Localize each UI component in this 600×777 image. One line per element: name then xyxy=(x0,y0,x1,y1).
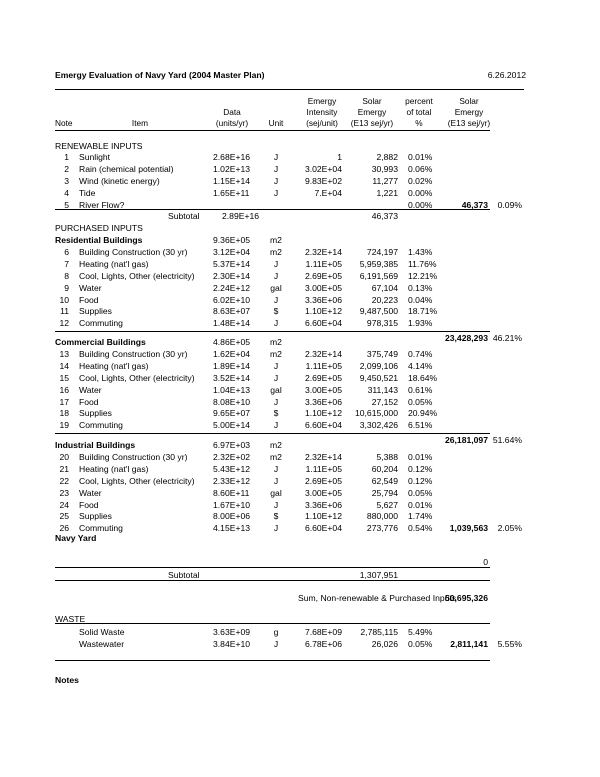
commercial-row-pct: 0.74% xyxy=(408,348,433,359)
renewable-row-item: Tide xyxy=(79,187,96,198)
industrial-row-pct: 1.74% xyxy=(408,511,433,522)
notes-label: Notes xyxy=(55,675,79,685)
commercial-row-item: Cool, Lights, Other (electricity) xyxy=(79,372,195,383)
residential-row-pct: 0.04% xyxy=(408,294,433,305)
commercial-row-item: Water xyxy=(79,384,102,395)
waste-row-unit: g xyxy=(273,627,279,637)
waste-row-solar: 26,026 xyxy=(371,638,398,649)
residential-row-pct: 12.21% xyxy=(408,270,438,281)
residential-row-data: 8.63E+07 xyxy=(213,306,251,317)
industrial-row-note: 20 xyxy=(59,451,69,462)
residential-row-intensity: 1.10E+12 xyxy=(304,306,342,317)
purchased-subtotal-label: Subtotal xyxy=(168,570,200,580)
residential-row-unit: J xyxy=(273,294,279,305)
industrial-row-item: Water xyxy=(79,487,102,498)
commercial-row-intensity: 2.69E+05 xyxy=(304,372,342,383)
renewable-row-pct: 0.00% xyxy=(408,199,433,210)
industrial-row-item: Supplies xyxy=(79,511,112,522)
industrial-row-pct: 0.01% xyxy=(408,499,433,510)
commercial-row-unit: gal xyxy=(270,384,282,395)
waste-row-total: 2,811,141 xyxy=(450,638,488,649)
commercial-row-item: Supplies xyxy=(79,408,112,419)
sum-value: 50,695,326 xyxy=(444,593,488,603)
industrial-row-pct: 0.05% xyxy=(408,487,433,498)
residential-row-solar: 978,315 xyxy=(366,318,398,329)
industrial-row-item: Food xyxy=(79,499,99,510)
renewable-row-pct: 0.00% xyxy=(408,187,433,198)
header-solar2: (E13 sej/yr) xyxy=(447,118,491,128)
residential-row-pct: 1.43% xyxy=(408,246,433,257)
industrial-row-data: 2.33E+12 xyxy=(213,475,251,486)
industrial-row-data: 5.43E+12 xyxy=(213,463,251,474)
industrial-row-note: 24 xyxy=(59,499,69,510)
residential-row-pct: 0.13% xyxy=(408,282,433,293)
residential-row-data: 6.02E+10 xyxy=(213,294,251,305)
commercial-row-pct: 18.64% xyxy=(408,372,438,383)
residential-heading: Residential Buildings xyxy=(55,235,143,245)
commercial-row-intensity: 6.60E+04 xyxy=(304,420,342,431)
renewable-row-pct: 0.06% xyxy=(408,163,433,174)
commercial-row-note: 16 xyxy=(59,384,69,395)
industrial-row-data: 2.32E+02 xyxy=(213,451,251,462)
industrial-row-solar: 273,776 xyxy=(366,523,398,534)
residential-total-pct: 46.21% xyxy=(492,333,522,344)
industrial-row-unit: J xyxy=(273,475,279,486)
waste-heading: WASTE xyxy=(55,614,86,624)
residential-row-intensity: 2.69E+05 xyxy=(304,270,342,281)
commercial-row-data: 1.62E+04 xyxy=(213,348,251,359)
residential-row-pct: 18.71% xyxy=(408,306,438,317)
header-solar2: Solar xyxy=(459,96,479,106)
waste-row-pct: 0.05% xyxy=(408,638,433,649)
commercial-row-note: 15 xyxy=(59,372,69,383)
commercial-row-solar: 9,450,521 xyxy=(359,372,398,383)
residential-data: 9.36E+05 xyxy=(213,235,251,245)
commercial-row-pct: 6.51% xyxy=(408,420,433,431)
header-pct: % xyxy=(415,118,423,128)
industrial-row-pct: 0.12% xyxy=(408,475,433,486)
renewable-row-intensity: 9.83E+02 xyxy=(304,175,342,186)
residential-row-unit: m2 xyxy=(270,246,282,257)
residential-row-unit: J xyxy=(273,318,279,329)
industrial-row-item: Building Construction (30 yr) xyxy=(79,451,188,462)
header-solar2: Emergy xyxy=(454,107,484,117)
industrial-row-unit: $ xyxy=(273,511,279,522)
commercial-row-data: 1.04E+13 xyxy=(213,384,251,395)
residential-row-note: 10 xyxy=(59,294,69,305)
industrial-row-intensity: 2.32E+14 xyxy=(304,451,342,462)
residential-row-data: 5.37E+14 xyxy=(213,258,251,269)
industrial-data: 6.97E+03 xyxy=(213,440,251,450)
residential-unit: m2 xyxy=(270,235,282,245)
waste-row-pct: 5.49% xyxy=(408,627,433,637)
header-intensity: Emergy xyxy=(307,96,337,106)
header-unit: Unit xyxy=(268,118,284,128)
commercial-row-solar: 2,099,106 xyxy=(359,360,398,371)
sum-label: Sum, Non-renewable & Purchased Inputs xyxy=(298,593,457,603)
renewable-row-solar: 1,221 xyxy=(376,187,398,198)
commercial-row-note: 18 xyxy=(59,408,69,419)
waste-rule xyxy=(55,623,490,624)
commercial-row-unit: J xyxy=(273,372,279,383)
industrial-row-solar: 25,794 xyxy=(371,487,398,498)
renewable-row-intensity: 1 xyxy=(337,152,342,162)
residential-row-intensity: 1.11E+05 xyxy=(305,258,342,269)
residential-row-solar: 20,223 xyxy=(371,294,398,305)
commercial-row-unit: m2 xyxy=(270,348,282,359)
industrial-row-intensity: 2.69E+05 xyxy=(304,475,342,486)
renewable-subtotal-data: 2.89E+16 xyxy=(222,211,260,221)
commercial-row-data: 3.52E+14 xyxy=(213,372,251,383)
residential-row-note: 11 xyxy=(60,306,69,317)
commercial-total-pct: 51.64% xyxy=(492,435,522,446)
waste-row-intensity: 7.68E+09 xyxy=(304,627,342,637)
industrial-row-total-pct: 2.05% xyxy=(497,523,522,534)
waste-row-solar: 2,785,115 xyxy=(360,627,398,637)
industrial-row-data: 1.67E+10 xyxy=(213,499,251,510)
renewable-row-data: 1.02E+13 xyxy=(213,163,251,174)
commercial-row-data: 5.00E+14 xyxy=(213,420,251,431)
residential-row-data: 3.12E+04 xyxy=(213,246,251,257)
residential-row-note: 8 xyxy=(64,270,69,281)
residential-row-item: Food xyxy=(79,294,99,305)
industrial-row-solar: 62,549 xyxy=(371,475,398,486)
renewable-row-item: Rain (chemical potential) xyxy=(79,163,174,174)
commercial-row-solar: 311,143 xyxy=(367,384,398,395)
industrial-row-data: 4.15E+13 xyxy=(213,523,251,534)
renewable-row-item: Sunlight xyxy=(79,152,111,162)
industrial-row-data: 8.00E+06 xyxy=(213,511,251,522)
waste-row-intensity: 6.78E+06 xyxy=(304,638,342,649)
renewable-heading: RENEWABLE INPUTS xyxy=(55,141,143,151)
residential-rule xyxy=(55,331,490,332)
residential-row-unit: J xyxy=(273,270,279,281)
renewable-row-unit: J xyxy=(273,152,279,162)
header-data: Data xyxy=(223,107,241,117)
header-data: (units/yr) xyxy=(215,118,249,128)
commercial-row-intensity: 1.11E+05 xyxy=(305,360,342,371)
commercial-data: 4.86E+05 xyxy=(213,337,251,347)
commercial-row-data: 1.89E+14 xyxy=(213,360,251,371)
industrial-row-intensity: 3.00E+05 xyxy=(304,487,342,498)
document-title: Emergy Evaluation of Navy Yard (2004 Master Plan) xyxy=(55,70,265,80)
renewable-row-pct: 0.01% xyxy=(408,152,433,162)
residential-row-data: 2.24E+12 xyxy=(213,282,251,293)
renewable-row-item: Wind (kinetic energy) xyxy=(79,175,160,186)
commercial-row-intensity: 1.10E+12 xyxy=(304,408,342,419)
navy-yard-total: 0 xyxy=(483,557,488,567)
residential-row-note: 7 xyxy=(64,258,69,269)
renewable-row-solar: 11,277 xyxy=(372,175,398,186)
residential-row-intensity: 3.00E+05 xyxy=(304,282,342,293)
renewable-subtotal-solar: 46,373 xyxy=(371,211,398,221)
commercial-row-solar: 10,615,000 xyxy=(354,408,398,419)
renewable-row-total-pct: 0.09% xyxy=(497,199,522,210)
renewable-row-intensity: 7.E+04 xyxy=(314,187,342,198)
renewable-row-note: 2 xyxy=(64,163,69,174)
commercial-total: 26,181,097 xyxy=(444,435,488,446)
residential-row-unit: J xyxy=(273,258,279,269)
industrial-row-total: 1,039,563 xyxy=(449,523,488,534)
commercial-row-intensity: 3.36E+06 xyxy=(304,396,342,407)
navy-yard-rule xyxy=(55,567,490,568)
renewable-row-solar: 30,993 xyxy=(371,163,398,174)
residential-row-solar: 9,487,500 xyxy=(359,306,398,317)
residential-row-item: Supplies xyxy=(79,306,112,317)
commercial-row-data: 8.08E+10 xyxy=(213,396,251,407)
commercial-row-unit: $ xyxy=(273,408,279,419)
industrial-row-solar: 60,204 xyxy=(371,463,398,474)
residential-row-item: Heating (nat'l gas) xyxy=(79,258,149,269)
renewable-row-solar: 2,882 xyxy=(376,152,398,162)
renewable-rule xyxy=(55,209,490,210)
renewable-row-unit: J xyxy=(273,163,279,174)
residential-row-item: Cool, Lights, Other (electricity) xyxy=(79,270,195,281)
commercial-row-solar: 375,749 xyxy=(366,348,398,359)
industrial-row-solar: 5,627 xyxy=(376,499,398,510)
header-intensity: Intensity xyxy=(306,107,338,117)
industrial-row-pct: 0.54% xyxy=(408,523,433,534)
commercial-row-unit: J xyxy=(273,360,279,371)
header-solar: Emergy xyxy=(357,107,387,117)
purchased-heading: PURCHASED INPUTS xyxy=(55,223,143,233)
commercial-row-item: Commuting xyxy=(79,420,123,431)
industrial-row-note: 21 xyxy=(59,463,69,474)
residential-row-item: Commuting xyxy=(79,318,123,329)
commercial-row-note: 17 xyxy=(59,396,69,407)
renewable-row-unit: J xyxy=(273,175,279,186)
commercial-row-pct: 0.61% xyxy=(408,384,433,395)
residential-row-note: 12 xyxy=(59,318,69,329)
header-intensity: (sej/unit) xyxy=(306,118,338,128)
industrial-row-unit: gal xyxy=(270,487,282,498)
industrial-row-pct: 0.01% xyxy=(408,451,433,462)
residential-row-pct: 1.93% xyxy=(408,318,433,329)
subtotal-rule xyxy=(55,580,490,581)
residential-row-solar: 6,191,569 xyxy=(359,270,398,281)
renewable-row-unit: J xyxy=(273,187,279,198)
commercial-row-pct: 0.05% xyxy=(408,396,433,407)
header-solar: (E13 sej/yr) xyxy=(350,118,394,128)
commercial-row-pct: 20.94% xyxy=(408,408,438,419)
renewable-row-pct: 0.02% xyxy=(408,175,433,186)
industrial-row-solar: 5,388 xyxy=(376,451,398,462)
residential-row-intensity: 6.60E+04 xyxy=(304,318,342,329)
industrial-row-unit: J xyxy=(273,523,279,534)
waste-row-unit: J xyxy=(273,638,279,649)
renewable-subtotal-label: Subtotal xyxy=(168,211,200,221)
renewable-row-item: River Flow? xyxy=(79,199,125,210)
industrial-unit: m2 xyxy=(270,440,282,450)
waste-row-data: 3.84E+10 xyxy=(213,638,251,649)
renewable-row-note: 3 xyxy=(64,175,69,186)
commercial-row-item: Heating (nat'l gas) xyxy=(79,360,149,371)
commercial-row-item: Food xyxy=(79,396,99,407)
residential-row-note: 6 xyxy=(64,246,69,257)
commercial-row-item: Building Construction (30 yr) xyxy=(79,348,188,359)
industrial-row-intensity: 3.36E+06 xyxy=(304,499,342,510)
header-pct: percent xyxy=(405,96,433,106)
renewable-row-total: 46,373 xyxy=(461,199,488,210)
waste-bottom-rule xyxy=(55,660,490,661)
residential-row-item: Water xyxy=(79,282,102,293)
industrial-row-data: 8.60E+11 xyxy=(213,487,250,498)
header-rule xyxy=(55,130,490,131)
header-pct: of total xyxy=(406,107,432,117)
residential-row-data: 1.48E+14 xyxy=(213,318,251,329)
commercial-row-solar: 27,152 xyxy=(371,396,398,407)
commercial-row-unit: J xyxy=(273,420,279,431)
waste-row-data: 3.63E+09 xyxy=(213,627,251,637)
waste-row-total-pct: 5.55% xyxy=(497,638,522,649)
commercial-unit: m2 xyxy=(270,337,282,347)
header-item: Item xyxy=(131,118,149,128)
top-rule xyxy=(55,89,524,90)
industrial-heading: Industrial Buildings xyxy=(55,440,136,450)
commercial-rule xyxy=(55,433,490,434)
residential-row-unit: gal xyxy=(270,282,282,293)
industrial-row-item: Heating (nat'l gas) xyxy=(79,463,149,474)
residential-row-solar: 724,197 xyxy=(366,246,398,257)
residential-row-intensity: 2.32E+14 xyxy=(304,246,342,257)
residential-row-unit: $ xyxy=(273,306,279,317)
residential-row-solar: 5,959,385 xyxy=(359,258,398,269)
commercial-row-note: 19 xyxy=(59,420,69,431)
commercial-heading: Commercial Buildings xyxy=(55,337,146,347)
residential-total: 23,428,293 xyxy=(444,333,488,344)
commercial-row-unit: J xyxy=(273,396,279,407)
commercial-row-note: 13 xyxy=(59,348,69,359)
commercial-row-note: 14 xyxy=(59,360,69,371)
industrial-row-unit: m2 xyxy=(270,451,282,462)
industrial-row-solar: 880,000 xyxy=(366,511,398,522)
header-note: Note xyxy=(55,118,73,128)
renewable-row-data: 1.15E+14 xyxy=(213,175,251,186)
commercial-row-intensity: 3.00E+05 xyxy=(304,384,342,395)
industrial-row-note: 26 xyxy=(59,523,69,534)
renewable-row-note: 5 xyxy=(64,199,69,210)
renewable-row-intensity: 3.02E+04 xyxy=(304,163,342,174)
residential-row-note: 9 xyxy=(64,282,69,293)
residential-row-data: 2.30E+14 xyxy=(213,270,251,281)
residential-row-item: Building Construction (30 yr) xyxy=(79,246,188,257)
renewable-row-data: 2.68E+16 xyxy=(213,152,251,162)
industrial-row-intensity: 1.11E+05 xyxy=(305,463,342,474)
industrial-row-note: 23 xyxy=(59,487,69,498)
industrial-row-item: Cool, Lights, Other (electricity) xyxy=(79,475,195,486)
industrial-row-note: 22 xyxy=(59,475,69,486)
commercial-row-intensity: 2.32E+14 xyxy=(304,348,342,359)
commercial-row-solar: 3,302,426 xyxy=(359,420,398,431)
commercial-row-data: 9.65E+07 xyxy=(213,408,251,419)
residential-row-intensity: 3.36E+06 xyxy=(304,294,342,305)
waste-row-item: Wastewater xyxy=(79,638,125,649)
navy-yard-heading: Navy Yard xyxy=(55,533,97,543)
purchased-subtotal-solar: 1,307,951 xyxy=(359,570,398,580)
renewable-row-note: 1 xyxy=(64,152,69,162)
document-date: 6.26.2012 xyxy=(487,70,526,80)
waste-row-item: Solid Waste xyxy=(79,627,125,637)
commercial-row-pct: 4.14% xyxy=(408,360,433,371)
industrial-row-item: Commuting xyxy=(79,523,123,534)
industrial-row-note: 25 xyxy=(59,511,69,522)
residential-row-pct: 11.76% xyxy=(408,258,437,269)
residential-row-solar: 67,104 xyxy=(371,282,398,293)
renewable-row-data: 1.65E+11 xyxy=(213,187,250,198)
industrial-row-unit: J xyxy=(273,499,279,510)
renewable-row-note: 4 xyxy=(64,187,69,198)
industrial-row-intensity: 6.60E+04 xyxy=(304,523,342,534)
industrial-row-unit: J xyxy=(273,463,279,474)
industrial-row-pct: 0.12% xyxy=(408,463,433,474)
header-solar: Solar xyxy=(362,96,382,106)
industrial-row-intensity: 1.10E+12 xyxy=(304,511,342,522)
